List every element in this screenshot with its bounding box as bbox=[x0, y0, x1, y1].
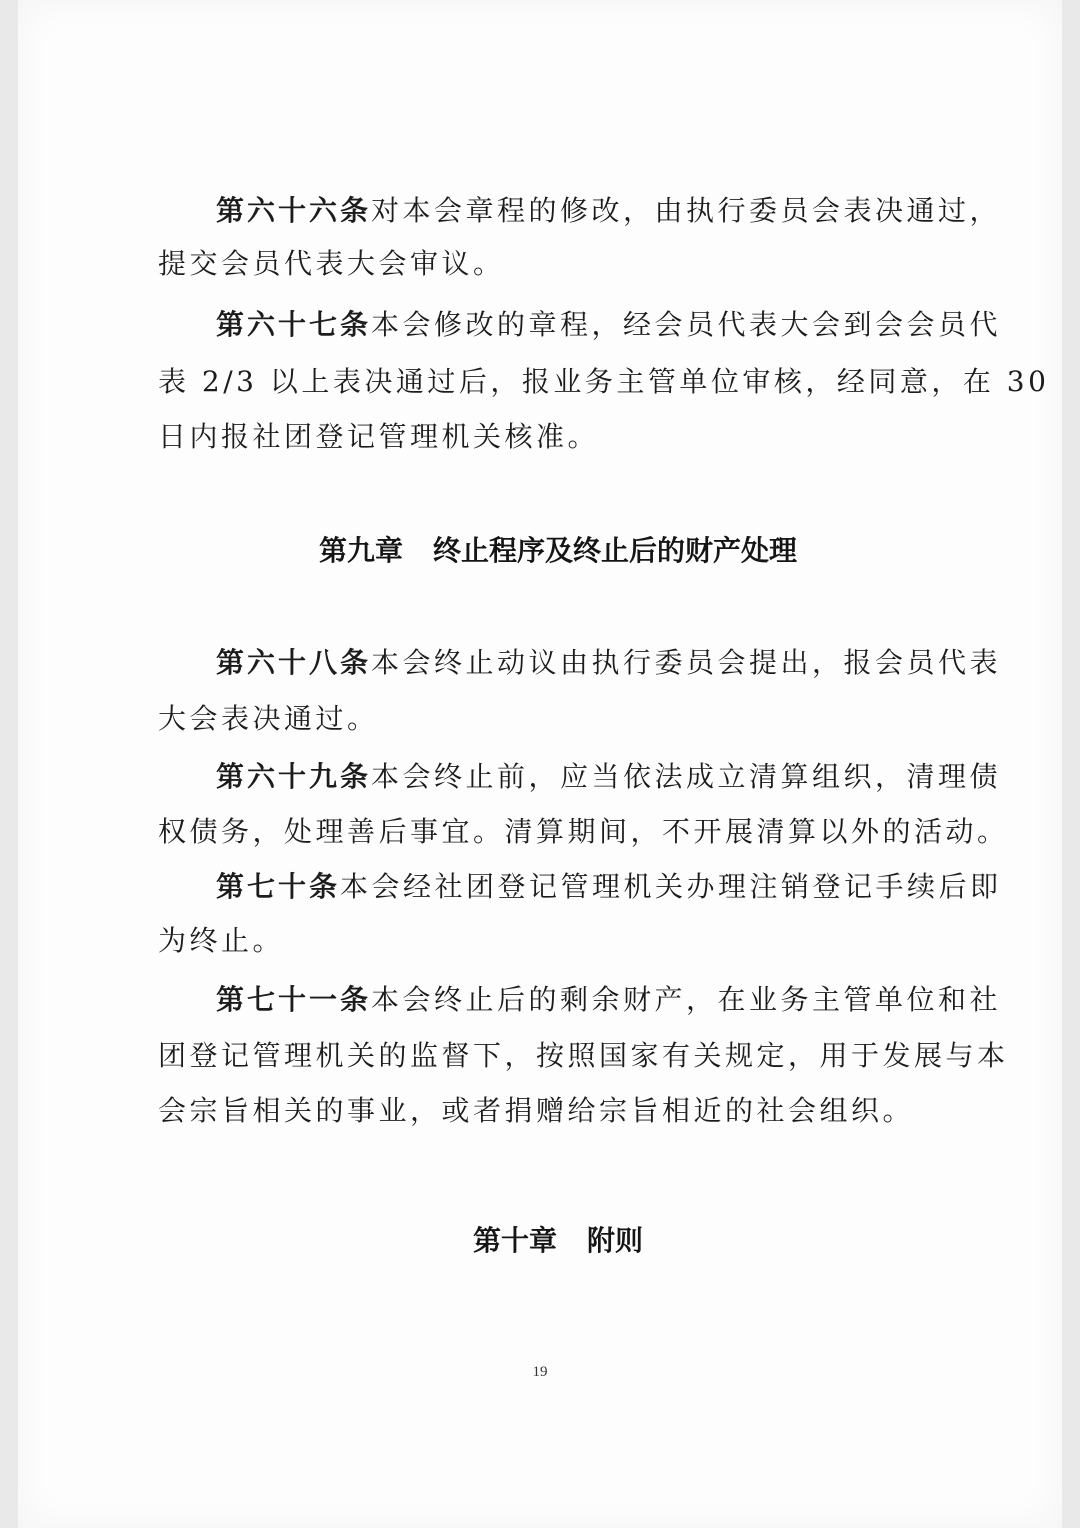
page-number: 19 bbox=[532, 1364, 548, 1380]
article-66-text-1: 对本会章程的修改，由执行委员会表决通过， bbox=[371, 194, 1002, 227]
article-69-text-1: 本会终止前，应当依法成立清算组织，清理债 bbox=[371, 760, 1002, 793]
article-70-line-1 bbox=[158, 867, 1016, 907]
article-71-line-1 bbox=[158, 980, 1016, 1020]
article-71-line-3: 会宗旨相关的事业，或者捐赠给宗旨相近的社会组织。 bbox=[158, 1094, 915, 1127]
article-67-line-1 bbox=[158, 305, 1016, 345]
article-71-number: 第七十一条 bbox=[216, 983, 372, 1016]
chapter-10-number: 第十章 bbox=[472, 1224, 557, 1257]
article-70-line-2: 为终止。 bbox=[158, 924, 285, 957]
article-68-number: 第六十八条 bbox=[216, 646, 372, 679]
chapter-9-number: 第九章 bbox=[318, 534, 403, 567]
article-67-text-1: 本会修改的章程，经会员代表大会到会会员代 bbox=[371, 308, 1002, 341]
article-71-text-1: 本会终止后的剩余财产，在业务主管单位和社 bbox=[371, 983, 1002, 1016]
article-71-line-2: 团登记管理机关的监督下，按照国家有关规定，用于发展与本 bbox=[158, 1039, 1009, 1072]
article-70-text-1: 本会经社团登记管理机关办理注销登记手续后即 bbox=[340, 870, 1002, 903]
article-66-number: 第六十六条 bbox=[216, 194, 372, 227]
article-69-number: 第六十九条 bbox=[216, 760, 372, 793]
article-68-line-1 bbox=[158, 643, 1016, 683]
article-66-line-2: 提交会员代表大会审议。 bbox=[158, 247, 505, 280]
chapter-10-heading bbox=[158, 1221, 958, 1261]
article-67-line-3: 日内报社团登记管理机关核准。 bbox=[158, 420, 600, 453]
article-69-line-1 bbox=[158, 757, 1016, 797]
article-68-line-2: 大会表决通过。 bbox=[158, 702, 379, 735]
chapter-9-title: 终止程序及终止后的财产处理 bbox=[433, 534, 798, 567]
article-67-number: 第六十七条 bbox=[216, 308, 372, 341]
article-69-line-2: 权债务，处理善后事宜。清算期间，不开展清算以外的活动。 bbox=[158, 815, 1009, 848]
document-page bbox=[18, 0, 1062, 1528]
article-70-number: 第七十条 bbox=[216, 870, 341, 903]
chapter-9-heading bbox=[158, 531, 958, 571]
article-67-line-2: 表 2/3 以上表决通过后，报业务主管单位审核，经同意，在 30 bbox=[158, 365, 1050, 398]
article-66-line-1 bbox=[158, 191, 1016, 231]
chapter-10-title: 附则 bbox=[587, 1224, 644, 1257]
article-68-text-1: 本会终止动议由执行委员会提出，报会员代表 bbox=[371, 646, 1002, 679]
